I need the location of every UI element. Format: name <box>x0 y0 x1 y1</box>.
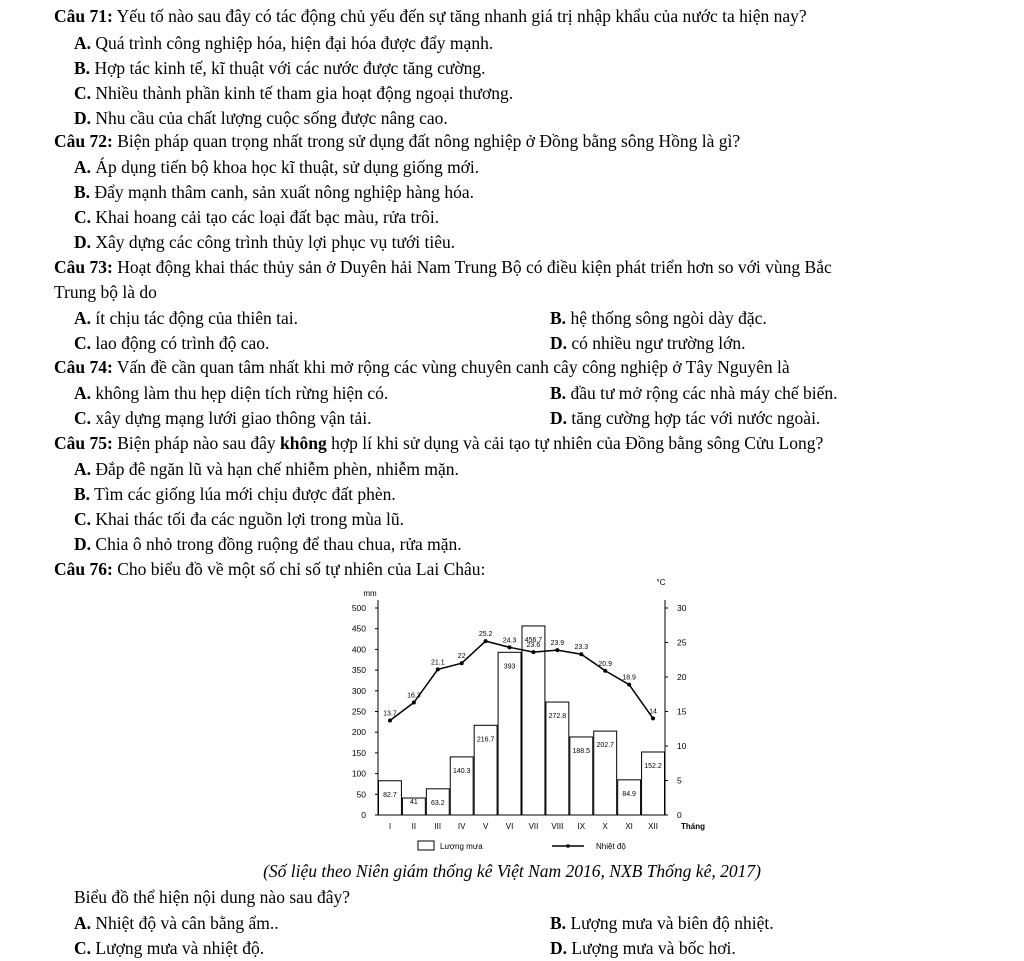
q75-text-post: hợp lí khi sử dụng và cải tạo tự nhiên của Đồng bằng sông Cửu Long? <box>331 433 824 453</box>
option-key: A. <box>74 383 92 403</box>
q75-option-d <box>74 534 462 554</box>
q76-text: Cho biểu đồ về một số chỉ số tự nhiên của Lai Châu: <box>117 559 486 579</box>
left-tick-label: 150 <box>351 747 366 758</box>
right-axis-unit: °C <box>656 578 666 587</box>
temperature-point <box>388 718 392 722</box>
option-key: D. <box>74 534 92 554</box>
left-tick-label: 250 <box>351 706 366 717</box>
q72-number: Câu 72: <box>54 131 113 151</box>
q72-option-d <box>74 232 455 252</box>
option-key: A. <box>74 308 92 328</box>
option-text: không làm thu hẹp diện tích rừng hiện có. <box>95 383 389 403</box>
temperature-point <box>579 652 583 656</box>
temperature-value-label: 18.9 <box>622 674 636 682</box>
x-tick-label: VI <box>505 822 514 831</box>
option-text: Lượng mưa và biên độ nhiệt. <box>570 913 774 933</box>
temperature-value-label: 24.3 <box>502 637 517 645</box>
temperature-point <box>412 701 416 705</box>
temperature-value-label: 20.9 <box>598 660 613 668</box>
option-key: A. <box>74 33 92 53</box>
q75-text-pre: Biện pháp nào sau đây <box>117 433 276 453</box>
q73-text: Hoạt động khai thác thủy sản ở Duyên hải Nam Trung Bộ có điều kiện phát triển hơn so với vùng Bắc <box>117 257 832 277</box>
q76-option-d <box>550 938 736 958</box>
q73-stem <box>54 257 832 277</box>
left-tick-label: 200 <box>351 727 366 738</box>
q76-option-b <box>550 913 774 933</box>
temperature-point <box>531 650 535 654</box>
rain-bar <box>642 752 665 815</box>
option-key: C. <box>74 83 92 103</box>
rain-value-label: 188.5 <box>572 747 591 755</box>
option-key: A. <box>74 913 92 933</box>
q72-text: Biện pháp quan trọng nhất trong sử dụng đất nông nghiệp ở Đồng bằng sông Hồng là gì? <box>117 131 741 151</box>
x-tick-label: II <box>411 822 417 831</box>
option-text: Chia ô nhỏ trong đồng ruộng để thau chua, rửa mặn. <box>95 534 462 554</box>
x-tick-label: IX <box>577 822 586 831</box>
option-text: Nhiều thành phần kinh tế tham gia hoạt động ngoại thương. <box>95 83 514 103</box>
temperature-value-label: 13.7 <box>383 710 397 718</box>
legend-temperature-marker <box>566 844 570 848</box>
option-key: D. <box>550 408 568 428</box>
q71-option-c <box>74 83 513 103</box>
left-tick-label: 300 <box>351 685 366 696</box>
option-key: C. <box>74 509 92 529</box>
right-tick-label: 0 <box>677 810 682 820</box>
rain-bar <box>498 652 521 815</box>
option-text: Hợp tác kinh tế, kĩ thuật với các nước được tăng cường. <box>94 58 486 78</box>
chart-legend <box>418 841 626 851</box>
rain-value-label: 456.7 <box>524 636 543 644</box>
option-text: ít chịu tác động của thiên tai. <box>95 308 299 328</box>
legend-rain-label: Lượng mưa <box>440 842 483 851</box>
left-tick-label: 50 <box>356 789 366 800</box>
option-text: hệ thống sông ngòi dày đặc. <box>570 308 767 328</box>
temperature-point <box>436 667 440 671</box>
rain-value-label: 202.7 <box>596 742 614 750</box>
rain-value-label: 152.2 <box>644 762 662 770</box>
temperature-point <box>508 645 512 649</box>
x-tick-label: IV <box>457 822 466 831</box>
rain-value-label: 393 <box>503 663 516 671</box>
option-text: lao động có trình độ cao. <box>95 333 270 353</box>
right-tick-label: 10 <box>677 741 687 751</box>
option-text: Lượng mưa và nhiệt độ. <box>95 938 265 958</box>
option-key: C. <box>74 408 92 428</box>
q72-option-b <box>74 182 474 202</box>
q74-option-d <box>550 408 820 428</box>
option-text: Quá trình công nghiệp hóa, hiện đại hóa được đẩy mạnh. <box>95 33 494 53</box>
option-key: D. <box>74 232 92 252</box>
temperature-value-label: 23.6 <box>526 642 541 650</box>
q72-option-a <box>74 157 479 177</box>
option-key: B. <box>74 484 91 504</box>
rain-value-label: 63.2 <box>430 799 445 807</box>
rain-value-label: 82.7 <box>383 791 397 799</box>
option-text: Khai hoang cải tạo các loại đất bạc màu, rửa trôi. <box>95 207 440 227</box>
option-text: Lượng mưa và bốc hơi. <box>571 938 736 958</box>
x-tick-label: III <box>434 822 442 831</box>
option-key: B. <box>74 58 91 78</box>
option-key: B. <box>550 383 567 403</box>
left-tick-label: 500 <box>351 603 366 613</box>
q73-number: Câu 73: <box>54 257 113 277</box>
temperature-point <box>460 661 464 665</box>
option-text: Xây dựng các công trình thủy lợi phục vụ tưới tiêu. <box>95 232 456 252</box>
q73-option-c <box>74 333 269 353</box>
right-tick-label: 15 <box>677 706 687 717</box>
option-key: A. <box>74 157 92 177</box>
option-key: D. <box>550 938 568 958</box>
option-text: Nhu cầu của chất lượng cuộc sống được nâng cao. <box>95 108 448 128</box>
option-text: Nhiệt độ và cân bằng ẩm.. <box>95 913 279 933</box>
right-tick-label: 20 <box>677 672 687 682</box>
chart-bars <box>379 626 665 815</box>
option-key: A. <box>74 459 92 479</box>
x-tick-label: V <box>482 822 489 831</box>
rain-value-label: 41 <box>409 799 418 807</box>
q73-option-b <box>550 308 767 328</box>
q75-option-c <box>74 509 404 529</box>
option-key: C. <box>74 333 92 353</box>
rain-value-label: 272.8 <box>548 713 567 721</box>
option-text: Đẩy mạnh thâm canh, sản xuất nông nghiệp hàng hóa. <box>94 182 474 202</box>
temperature-point <box>651 716 655 720</box>
option-key: C. <box>74 938 92 958</box>
q75-number: Câu 75: <box>54 433 113 453</box>
q76-question: Biểu đồ thể hiện nội dung nào sau đây? <box>74 887 351 907</box>
temperature-value-label: 21.1 <box>430 659 445 667</box>
q74-stem <box>54 357 790 377</box>
q74-number: Câu 74: <box>54 357 113 377</box>
q75-option-a <box>74 459 459 479</box>
option-key: D. <box>74 108 92 128</box>
temperature-value-label: 22 <box>457 653 466 661</box>
q73-stem-continued: Trung bộ là do <box>54 282 157 302</box>
option-text: có nhiều ngư trường lớn. <box>571 333 746 353</box>
q76-stem <box>54 559 485 579</box>
temperature-value-label: 23.3 <box>574 644 589 652</box>
rain-bar <box>522 626 545 815</box>
option-text: Đắp đê ngăn lũ và hạn chế nhiễm phèn, nhiễm mặn. <box>95 459 459 479</box>
rain-value-label: 84.9 <box>622 790 636 798</box>
option-text: đầu tư mở rộng các nhà máy chế biến. <box>570 383 838 403</box>
temperature-point <box>555 648 559 652</box>
option-key: D. <box>550 333 568 353</box>
q71-option-d <box>74 108 448 128</box>
right-tick-label: 5 <box>677 775 682 786</box>
temperature-value-label: 23.9 <box>550 640 565 648</box>
temperature-value-label: 16.3 <box>407 692 421 700</box>
x-tick-label: VII <box>528 822 539 831</box>
option-key: C. <box>74 207 92 227</box>
temperature-point <box>484 639 488 643</box>
rain-value-label: 140.3 <box>452 767 471 775</box>
rain-bar <box>450 757 473 815</box>
temperature-value-label: 25.2 <box>478 631 493 639</box>
left-tick-label: 100 <box>351 768 366 779</box>
temperature-point <box>627 683 631 687</box>
x-axis-label: Tháng <box>681 822 705 831</box>
q75-text-emphasis: không <box>280 433 327 453</box>
left-tick-label: 350 <box>351 665 366 676</box>
x-tick-label: I <box>388 822 392 831</box>
q71-option-b <box>74 58 486 78</box>
legend-temperature-label: Nhiệt độ <box>596 842 626 851</box>
option-text: tăng cường hợp tác với nước ngoài. <box>571 408 821 428</box>
q74-text: Vấn đề cần quan tâm nhất khi mở rộng các vùng chuyên canh cây công nghiệp ở Tây Nguyên là <box>116 357 790 377</box>
right-tick-label: 30 <box>677 603 687 613</box>
option-key: B. <box>550 913 567 933</box>
q72-stem <box>54 131 740 151</box>
q76-number: Câu 76: <box>54 559 113 579</box>
left-tick-label: 400 <box>351 644 366 655</box>
q71-number: Câu 71: <box>54 6 113 26</box>
chart-source-caption: (Số liệu theo Niên giám thống kê Việt Nam 2016, NXB Thống kê, 2017) <box>263 861 761 881</box>
left-axis-unit: mm <box>363 589 377 598</box>
option-key: B. <box>74 182 91 202</box>
climate-chart <box>0 578 1024 856</box>
q76-option-c <box>74 938 264 958</box>
q76-option-a <box>74 913 279 933</box>
option-text: Tìm các giống lúa mới chịu được đất phèn. <box>94 484 396 504</box>
option-key: B. <box>550 308 567 328</box>
q71-option-a <box>74 33 493 53</box>
left-tick-label: 450 <box>351 623 366 634</box>
q71-text: Yếu tố nào sau đây có tác động chủ yếu đến sự tăng nhanh giá trị nhập khẩu của nước ta hiện nay? <box>116 6 807 26</box>
q71-stem <box>54 6 807 26</box>
x-tick-label: VIII <box>551 822 564 831</box>
q73-option-d <box>550 333 745 353</box>
right-tick-label: 25 <box>677 637 687 648</box>
q73-option-a <box>74 308 298 328</box>
q74-option-c <box>74 408 372 428</box>
q74-option-b <box>550 383 837 403</box>
rain-value-label: 216.7 <box>476 736 495 744</box>
option-text: xây dựng mạng lưới giao thông vận tải. <box>95 408 372 428</box>
temperature-value-label: 14 <box>649 708 657 716</box>
q75-stem <box>54 433 823 453</box>
option-text: Áp dụng tiến bộ khoa học kĩ thuật, sử dụng giống mới. <box>95 157 480 177</box>
q74-option-a <box>74 383 388 403</box>
x-tick-label: X <box>602 822 608 831</box>
temperature-point <box>603 669 607 673</box>
option-text: Khai thác tối đa các nguồn lợi trong mùa lũ. <box>95 509 405 529</box>
x-tick-label: XI <box>625 822 633 831</box>
q75-option-b <box>74 484 396 504</box>
x-tick-label: XII <box>648 822 658 831</box>
left-tick-label: 0 <box>361 810 366 820</box>
legend-rain-swatch <box>418 841 434 850</box>
q72-option-c <box>74 207 439 227</box>
